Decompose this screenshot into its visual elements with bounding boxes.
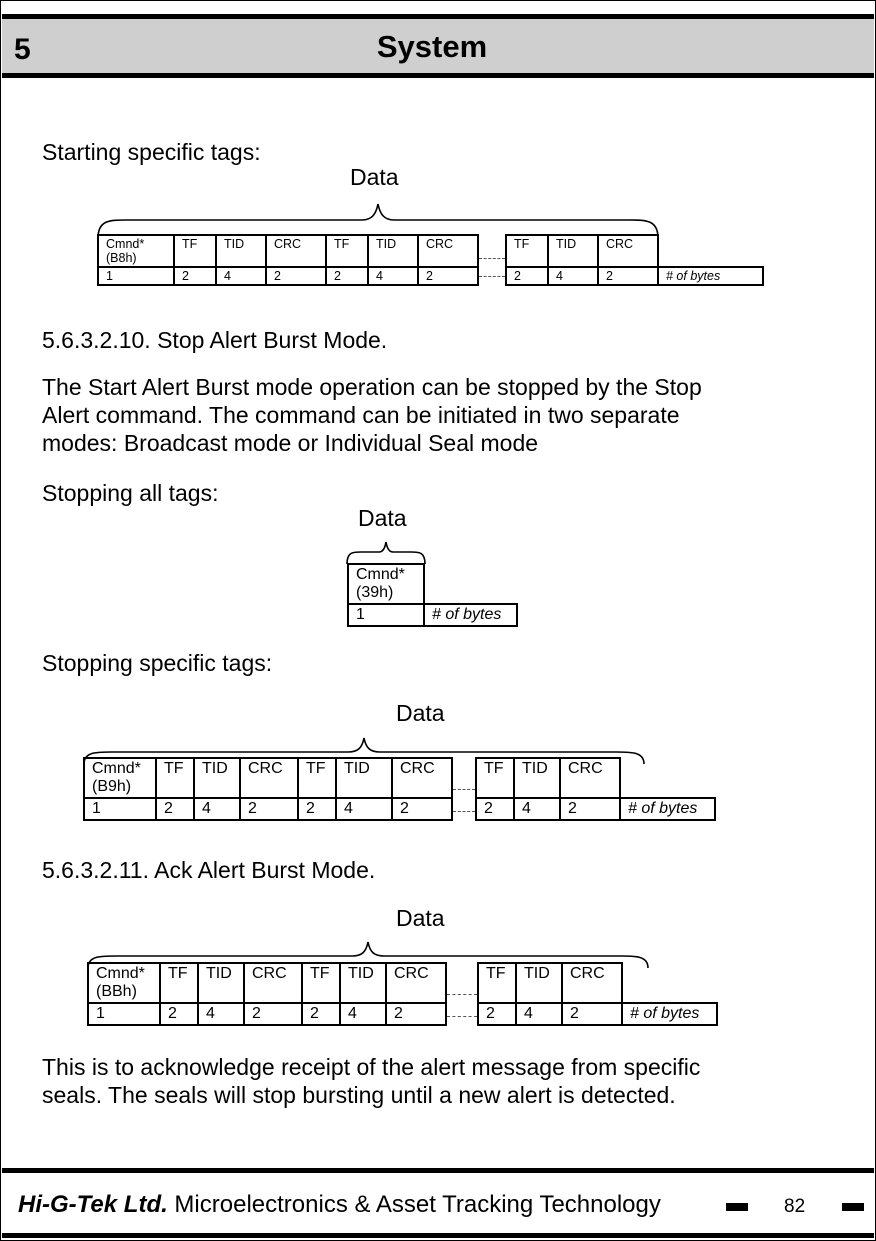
ack-heading: 5.6.3.2.11. Ack Alert Burst Mode. xyxy=(42,857,376,883)
field-tf: TF xyxy=(326,235,368,267)
cmd-cell: Cmnd* xyxy=(92,760,141,777)
size-cell: 2 xyxy=(266,267,326,285)
field-tid: TID xyxy=(516,963,562,1003)
footer-text xyxy=(18,1191,661,1219)
field-tid: TID xyxy=(368,235,418,267)
field-tf: TF xyxy=(298,758,336,798)
cmd-code: (B8h) xyxy=(106,251,137,265)
size-cell: 2 xyxy=(418,267,478,285)
size-cell: 2 xyxy=(240,798,298,820)
size-cell: 2 xyxy=(562,1003,622,1025)
company-tagline: Microelectronics & Asset Tracking Technology xyxy=(167,1191,661,1218)
data-label: Data xyxy=(350,164,399,190)
field-crc: CRC xyxy=(386,963,446,1003)
field-tf: TF xyxy=(476,758,514,798)
data-label: Data xyxy=(396,700,445,726)
cmd-cell: Cmnd* xyxy=(96,965,145,982)
stop-paragraph-line: The Start Alert Burst mode operation can be stopped by the Stop xyxy=(42,374,702,400)
field-tid: TID xyxy=(548,235,598,267)
size-cell: 4 xyxy=(216,267,266,285)
footer-mark-left xyxy=(726,1203,748,1211)
frame-table-stop-all xyxy=(347,563,518,627)
page-title: System xyxy=(376,29,488,64)
ack-paragraph-line: This is to acknowledge receipt of the alert message from specific xyxy=(42,1054,701,1080)
field-crc: CRC xyxy=(266,235,326,267)
cmd-code: (B9h) xyxy=(92,778,132,795)
field-tf: TF xyxy=(174,235,216,267)
chapter-number: 5 xyxy=(14,33,31,66)
footer-mark-right xyxy=(842,1203,864,1211)
field-tid: TID xyxy=(340,963,386,1003)
size-cell: 4 xyxy=(514,798,560,820)
field-tid: TID xyxy=(198,963,244,1003)
size-cell: 4 xyxy=(548,267,598,285)
field-crc: CRC xyxy=(418,235,478,267)
size-cell: 2 xyxy=(506,267,548,285)
field-crc: CRC xyxy=(392,758,452,798)
cmd-cell: Cmnd* xyxy=(106,237,145,251)
size-cell: 2 xyxy=(326,267,368,285)
bytes-label: # of bytes xyxy=(658,267,763,285)
footer-rule xyxy=(2,1168,874,1173)
frame-table-ack xyxy=(87,962,718,1026)
field-crc: CRC xyxy=(240,758,298,798)
size-cell: 1 xyxy=(348,604,424,626)
field-crc: CRC xyxy=(562,963,622,1003)
field-tid: TID xyxy=(194,758,240,798)
ack-paragraph-line: seals. The seals will stop bursting until a new alert is detected. xyxy=(42,1082,676,1108)
field-crc: CRC xyxy=(244,963,302,1003)
stop-specific-label: Stopping specific tags: xyxy=(42,650,273,676)
size-cell: 2 xyxy=(244,1003,302,1025)
size-cell: 4 xyxy=(368,267,418,285)
field-tid: TID xyxy=(514,758,560,798)
stop-all-label: Stopping all tags: xyxy=(42,480,219,506)
stop-paragraph-line: modes: Broadcast mode or Individual Seal mode xyxy=(42,430,539,456)
size-cell: 4 xyxy=(516,1003,562,1025)
size-cell: 2 xyxy=(174,267,216,285)
size-cell: 4 xyxy=(336,798,392,820)
field-tf: TF xyxy=(160,963,198,1003)
field-crc: CRC xyxy=(560,758,620,798)
size-cell: 2 xyxy=(298,798,336,820)
cmd-code: (BBh) xyxy=(96,983,137,1000)
start-specific-label: Starting specific tags: xyxy=(42,139,261,165)
size-cell: 2 xyxy=(560,798,620,820)
size-cell: 1 xyxy=(98,267,174,285)
size-cell: 4 xyxy=(198,1003,244,1025)
bytes-label: # of bytes xyxy=(622,1003,717,1025)
field-tf: TF xyxy=(156,758,194,798)
bytes-label: # of bytes xyxy=(424,604,517,626)
footer-rule xyxy=(2,1233,874,1238)
field-tid: TID xyxy=(336,758,392,798)
page-number: 82 xyxy=(784,1196,806,1217)
field-tf: TF xyxy=(478,963,516,1003)
size-cell: 2 xyxy=(156,798,194,820)
size-cell: 2 xyxy=(160,1003,198,1025)
size-cell: 2 xyxy=(598,267,658,285)
size-cell: 1 xyxy=(88,1003,160,1025)
size-cell: 1 xyxy=(84,798,156,820)
size-cell: 4 xyxy=(194,798,240,820)
size-cell: 2 xyxy=(478,1003,516,1025)
field-crc: CRC xyxy=(598,235,658,267)
field-tf: TF xyxy=(302,963,340,1003)
cmd-code: (39h) xyxy=(356,584,394,601)
field-tf: TF xyxy=(506,235,548,267)
data-label: Data xyxy=(358,505,407,531)
stop-paragraph-line: Alert command. The command can be initiated in two separate xyxy=(42,402,680,428)
size-cell: 2 xyxy=(386,1003,446,1025)
size-cell: 2 xyxy=(476,798,514,820)
company-name: Hi-G-Tek Ltd. xyxy=(18,1191,168,1218)
stop-heading: 5.6.3.2.10. Stop Alert Burst Mode. xyxy=(42,327,388,353)
size-cell: 4 xyxy=(340,1003,386,1025)
header-band xyxy=(2,14,874,78)
size-cell: 2 xyxy=(302,1003,340,1025)
size-cell: 2 xyxy=(392,798,452,820)
field-tid: TID xyxy=(216,235,266,267)
bytes-label: # of bytes xyxy=(620,798,715,820)
data-label: Data xyxy=(396,905,445,931)
cmd-cell: Cmnd* xyxy=(356,566,405,583)
frame-table-stop-specific xyxy=(83,757,716,821)
frame-table-start-specific xyxy=(97,234,764,286)
